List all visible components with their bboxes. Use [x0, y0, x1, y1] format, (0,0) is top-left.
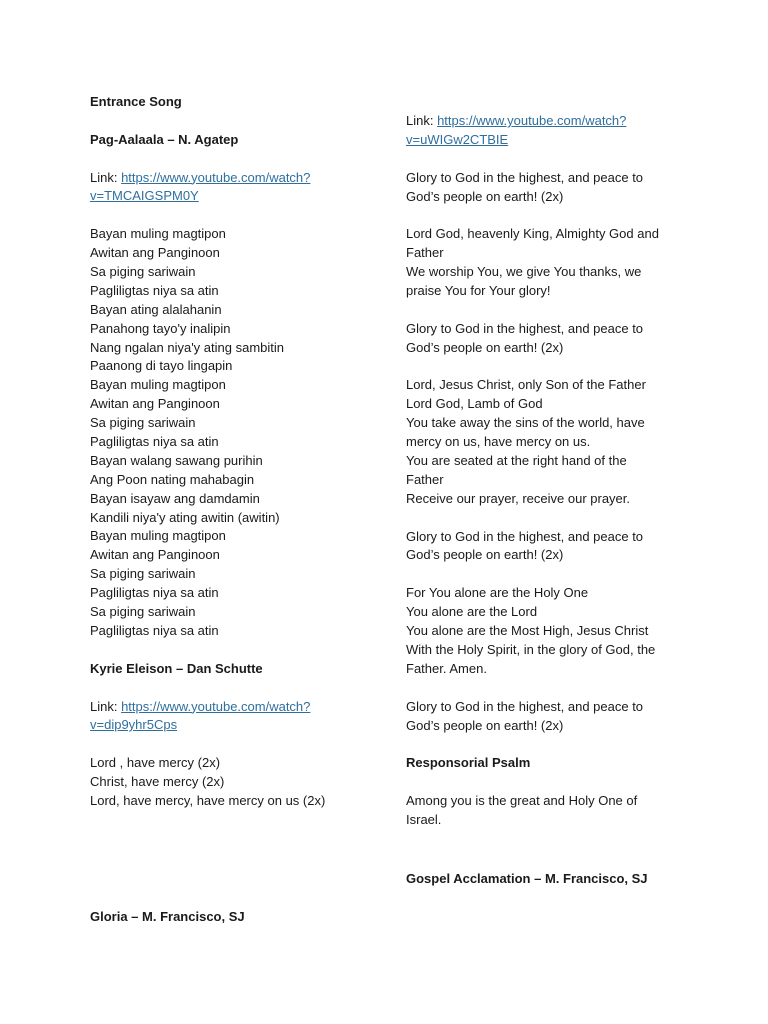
kyrie-link-line [90, 698, 375, 717]
entrance-lyrics [90, 225, 375, 641]
kyrie-title: Kyrie Eleison – Dan Schutte [90, 660, 263, 676]
gloria-line: Glory to God in the highest, and peace to [406, 528, 644, 544]
lyric-line: Pagliligtas niya sa atin [90, 622, 219, 638]
lyric-line: Bayan muling magtipon [90, 528, 226, 544]
gloria-line: God’s people on earth! (2x) [406, 547, 564, 563]
kyrie-lyric-line: Lord , have mercy (2x) [90, 755, 221, 771]
left-column [90, 93, 375, 811]
gloria-line: You are seated at the right hand of the [406, 453, 627, 469]
link-label: Link: [90, 698, 122, 714]
lyric-line: Bayan isayaw ang damdamin [90, 490, 260, 506]
entrance-song-heading: Entrance Song [90, 94, 182, 109]
gloria-line: We worship You, we give You thanks, we [406, 264, 642, 280]
lyric-line: Kandili niya'y ating awitin (awitin) [90, 509, 280, 525]
gloria-line: Father [406, 471, 444, 487]
lyric-line: Awitan ang Panginoon [90, 547, 220, 563]
lyric-line: Sa piging sariwain [90, 604, 196, 620]
gloria-line: praise You for Your glory! [406, 283, 551, 299]
gloria-line: Father. Amen. [406, 660, 487, 676]
gloria-line: Glory to God in the highest, and peace to [406, 320, 644, 336]
entrance-youtube-link[interactable]: https://www.youtube.com/watch? [121, 169, 311, 185]
gloria-line: God’s people on earth! (2x) [406, 717, 564, 733]
psalm-line: Israel. [406, 811, 442, 827]
kyrie-youtube-link[interactable]: https://www.youtube.com/watch? [121, 698, 311, 714]
gloria-line: mercy on us, have mercy on us. [406, 434, 591, 450]
gloria-line: For You alone are the Holy One [406, 585, 589, 601]
psalm-line: Among you is the great and Holy One of [406, 793, 638, 809]
psalm-title: Responsorial Psalm [406, 755, 531, 771]
gloria-line: With the Holy Spirit, in the glory of God, the [406, 641, 656, 657]
kyrie-lyric-line: Christ, have mercy (2x) [90, 774, 225, 790]
gloria-link-line [406, 112, 681, 131]
gloria-line: You take away the sins of the world, have [406, 415, 645, 431]
gloria-line: Receive our prayer, receive our prayer. [406, 490, 630, 506]
lyric-line: Sa piging sariwain [90, 264, 196, 280]
lyric-line: Panahong tayo'y inalipin [90, 320, 231, 336]
gloria-line: Lord God, Lamb of God [406, 396, 543, 412]
lyric-line: Bayan ating alalahanin [90, 301, 222, 317]
entrance-youtube-link-cont[interactable]: v=TMCAIGSPM0Y [90, 188, 199, 204]
gloria-line: You alone are the Lord [406, 604, 538, 620]
lyric-line: Ang Poon nating mahabagin [90, 471, 255, 487]
gloria-youtube-link[interactable]: https://www.youtube.com/watch? [437, 113, 627, 128]
link-label: Link: [90, 169, 122, 185]
lyric-line: Nang ngalan niya'y ating sambitin [90, 339, 284, 355]
gloria-youtube-link-cont[interactable]: v=uWIGw2CTBIE [406, 131, 509, 147]
lyric-line: Awitan ang Panginoon [90, 245, 220, 261]
lyric-line: Sa piging sariwain [90, 566, 196, 582]
lyric-line: Sa piging sariwain [90, 415, 196, 431]
lyric-line: Paanong di tayo lingapin [90, 358, 233, 374]
lyric-line: Pagliligtas niya sa atin [90, 282, 219, 298]
gloria-line: Lord God, heavenly King, Almighty God and [406, 226, 659, 242]
lyric-line: Pagliligtas niya sa atin [90, 434, 219, 450]
gloria-line: You alone are the Most High, Jesus Christ [406, 623, 649, 639]
gloria-line: God’s people on earth! (2x) [406, 339, 564, 355]
gloria-line: Glory to God in the highest, and peace to [406, 698, 644, 714]
lyric-line: Bayan walang sawang purihin [90, 452, 263, 468]
right-column [406, 112, 681, 830]
lyric-line: Bayan muling magtipon [90, 377, 226, 393]
kyrie-youtube-link-cont[interactable]: v=dip9yhr5Cps [90, 717, 178, 733]
lyric-line: Bayan muling magtipon [90, 226, 226, 242]
link-label: Link: [406, 113, 438, 128]
lyric-line: Pagliligtas niya sa atin [90, 585, 219, 601]
entrance-song-title: Pag-Aalaala – N. Agatep [90, 131, 239, 147]
lyric-line: Awitan ang Panginoon [90, 396, 220, 412]
entrance-link-line [90, 169, 375, 188]
gospel-acclamation-title: Gospel Acclamation – M. Francisco, SJ [406, 871, 648, 886]
gloria-line: Glory to God in the highest, and peace to [406, 169, 644, 185]
gloria-line: Father [406, 245, 444, 261]
gloria-title: Gloria – M. Francisco, SJ [90, 909, 245, 924]
gloria-line: Lord, Jesus Christ, only Son of the Father [406, 377, 646, 393]
kyrie-lyric-line: Lord, have mercy, have mercy on us (2x) [90, 792, 326, 808]
gloria-line: God’s people on earth! (2x) [406, 188, 564, 204]
